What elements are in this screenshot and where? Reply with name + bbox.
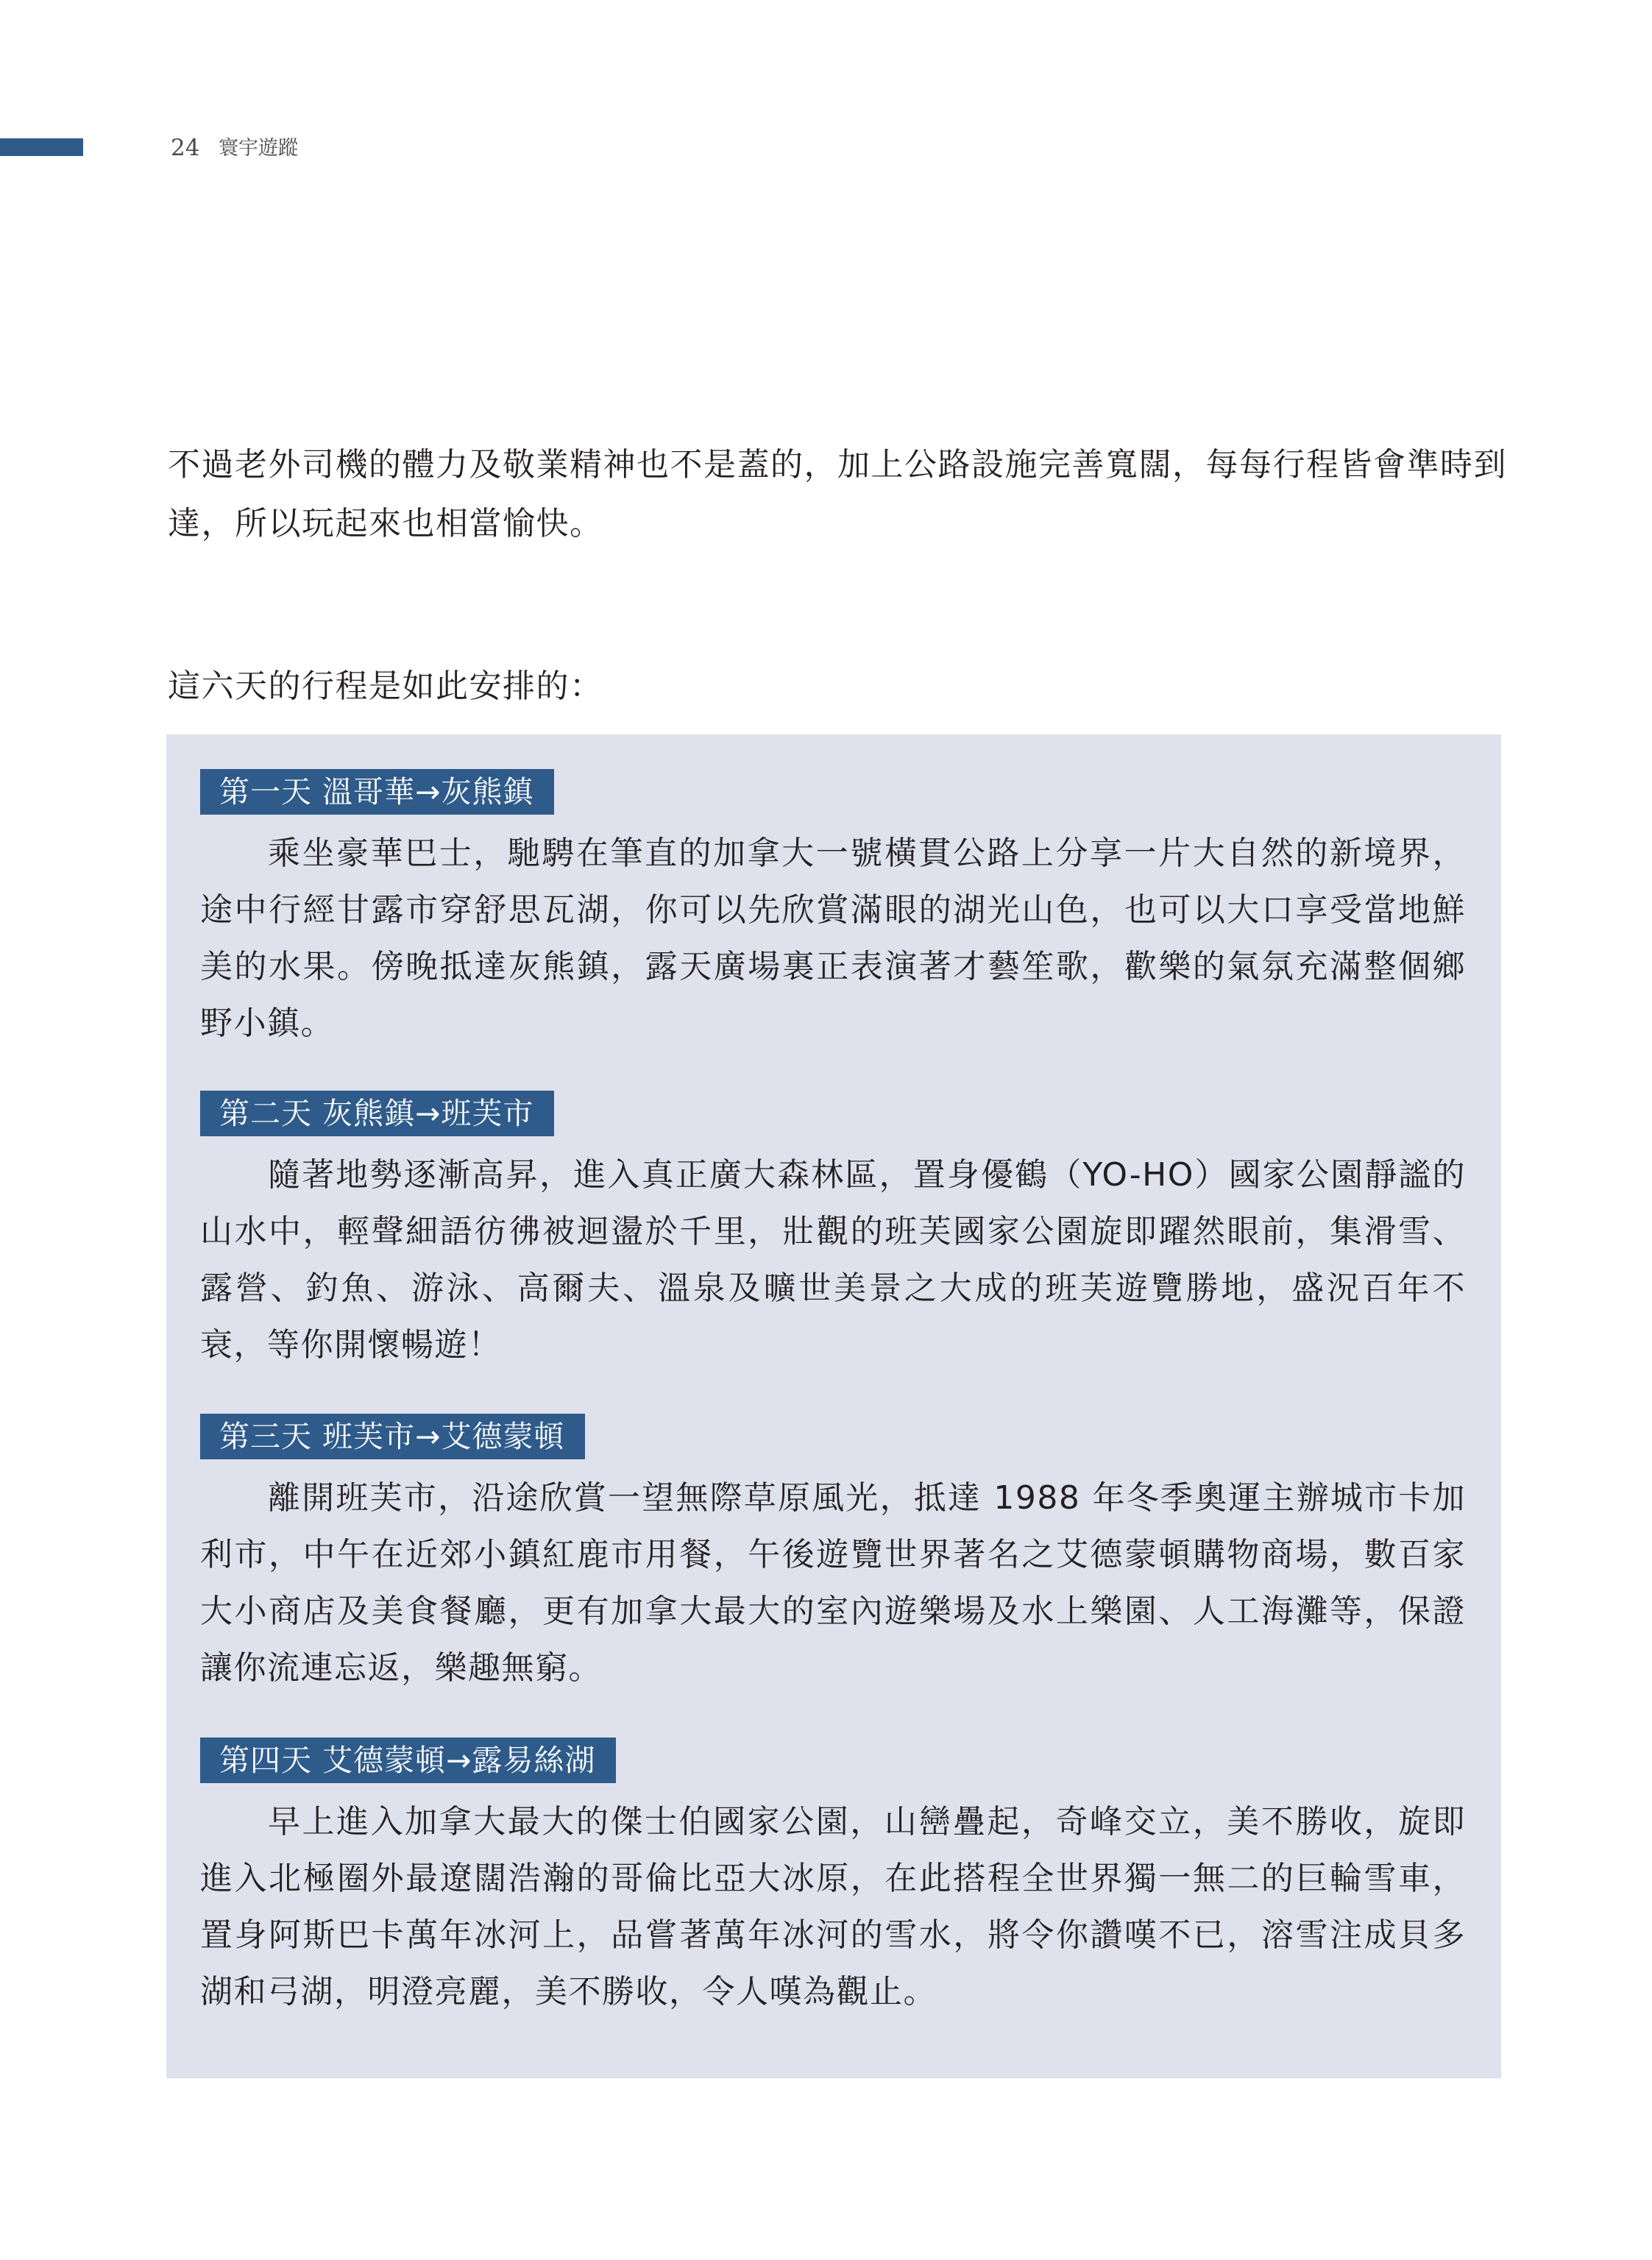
day-label: 第三天 班芙市→艾德蒙頓 (200, 1414, 585, 1459)
itinerary-lead: 這六天的行程是如此安排的： (168, 667, 603, 705)
intro-paragraph: 不過老外司機的體力及敬業精神也不是蓋的，加上公路設施完善寬闊，每每行程皆會準時到達，所以玩起來也相當愉快。 (168, 446, 1507, 542)
day-label: 第一天 溫哥華→灰熊鎮 (200, 769, 554, 815)
running-title: 寰宇遊蹤 (219, 137, 298, 160)
day-description: 離開班芙市，沿途欣賞一望無際草原風光，抵達 1988 年冬季奧運主辦城市卡加利市，中午在近郊小鎮紅鹿市用餐，午後遊覽世界著名之艾德蒙頓購物商場，數百家大小商店及美食餐廳，更有加拿大最大的室內遊樂場及水上樂園、人工海灘等，保證讓你流連忘返，樂趣無窮。 (200, 1479, 1466, 1687)
header-accent-bar (0, 138, 83, 156)
day-label: 第四天 艾德蒙頓→露易絲湖 (200, 1737, 616, 1783)
itinerary-day-2 (200, 1091, 1466, 1373)
day-label: 第二天 灰熊鎮→班芙市 (200, 1091, 554, 1136)
day-description: 隨著地勢逐漸高昇，進入真正廣大森林區，置身優鶴（YO-HO）國家公園靜謐的山水中，輕聲細語彷彿被迴盪於千里，壯觀的班芙國家公園旋即躍然眼前，集滑雪、露營、釣魚、游泳、高爾夫、溫泉及曠世美景之大成的班芙遊覽勝地，盛況百年不衰，等你開懷暢遊！ (200, 1156, 1466, 1364)
itinerary-day-3 (200, 1414, 1466, 1696)
page-number: 24 (171, 135, 200, 161)
itinerary-day-4 (200, 1737, 1466, 2020)
day-description: 乘坐豪華巴士，馳騁在筆直的加拿大一號橫貫公路上分享一片大自然的新境界，途中行經甘露市穿舒思瓦湖，你可以先欣賞滿眼的湖光山色，也可以大口享受當地鮮美的水果。傍晚抵達灰熊鎮，露天廣場裏正表演著才藝笙歌，歡樂的氣氛充滿整個鄉野小鎮。 (200, 835, 1466, 1042)
itinerary-day-1 (200, 769, 1466, 1052)
day-description: 早上進入加拿大最大的傑士伯國家公園，山巒疊起，奇峰交立，美不勝收，旋即進入北極圈外最遼闊浩瀚的哥倫比亞大冰原，在此搭程全世界獨一無二的巨輪雪車，置身阿斯巴卡萬年冰河上，品嘗著萬年冰河的雪水，將令你讚嘆不已，溶雪注成貝多湖和弓湖，明澄亮麗，美不勝收，令人嘆為觀止。 (200, 1803, 1466, 2011)
